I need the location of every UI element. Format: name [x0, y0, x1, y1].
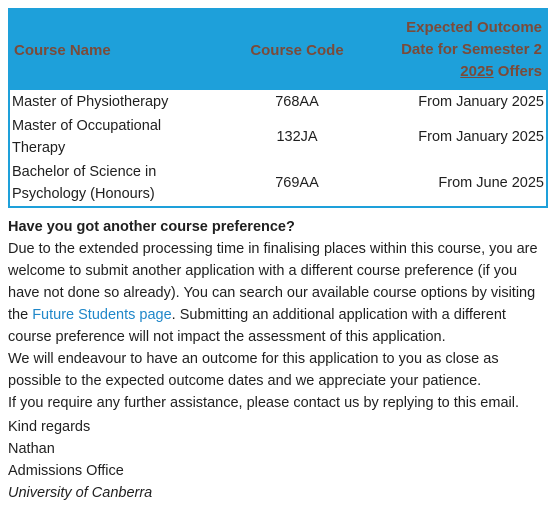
message-body: [8, 216, 550, 414]
table-header-row: [9, 9, 547, 90]
course-outcomes-table: [8, 8, 548, 208]
table-row: [9, 90, 547, 114]
paragraph-alternative-preference: [8, 238, 550, 348]
email-signoff: [8, 416, 152, 504]
course-name-cell: [9, 114, 228, 160]
text-segment: . Submitting an additional application with a different: [171, 307, 506, 323]
signoff-university: University of Canberra: [8, 485, 153, 501]
table-row: [9, 160, 547, 207]
outcome-date-cell: From January 2025: [418, 94, 544, 110]
course-code-cell: 132JA: [276, 129, 318, 145]
text-line: welcome to submit another application with a different course preference (if you: [8, 263, 518, 279]
header-expected-line2: Date for Semester 2: [401, 41, 542, 58]
text-line: We will endeavour to have an outcome for this application to you as close as: [8, 351, 499, 367]
header-expected-year: 2025: [460, 63, 494, 80]
text-line: have not done so already). You can search our available course options by visiting: [8, 285, 536, 301]
header-expected-outcome: [366, 9, 547, 90]
text-line: possible to the expected outcome dates and we appreciate your patience.: [8, 373, 482, 389]
signoff-name: Nathan: [8, 441, 55, 457]
course-name-line: Psychology (Honours): [12, 186, 155, 202]
header-course-name: Course Name: [9, 9, 228, 90]
header-expected-line1: Expected Outcome: [406, 19, 542, 36]
header-expected-tail: Offers: [493, 63, 542, 80]
table-row: [9, 114, 547, 160]
text-line: [8, 304, 550, 326]
future-students-link[interactable]: Future Students page: [32, 307, 172, 323]
signoff-regards: Kind regards: [8, 419, 91, 435]
signoff-office: Admissions Office: [8, 463, 124, 479]
text-segment: the: [8, 307, 33, 323]
header-expected-line3: [370, 61, 542, 83]
course-name-cell: Master of Physiotherapy: [12, 94, 169, 110]
header-course-code: Course Code: [228, 9, 366, 90]
text-line: course preference will not impact the assessment of this application.: [8, 329, 446, 345]
course-code-cell: 768AA: [275, 94, 319, 110]
paragraph-assistance: If you require any further assistance, please contact us by replying to this email.: [8, 395, 519, 411]
question-heading: Have you got another course preference?: [8, 219, 295, 235]
course-name-cell: [9, 160, 228, 207]
outcome-date-cell: From June 2025: [438, 175, 544, 191]
course-name-line: Master of Occupational: [12, 118, 162, 134]
table-header: [9, 9, 547, 90]
course-name-line: Therapy: [12, 140, 66, 156]
paragraph-outcome-timing: [8, 348, 550, 392]
outcome-date-cell: From January 2025: [418, 129, 544, 145]
text-line: Due to the extended processing time in finalising places within this course, you are: [8, 241, 538, 257]
course-name-line: Bachelor of Science in: [12, 164, 157, 180]
course-code-cell: 769AA: [275, 175, 319, 191]
